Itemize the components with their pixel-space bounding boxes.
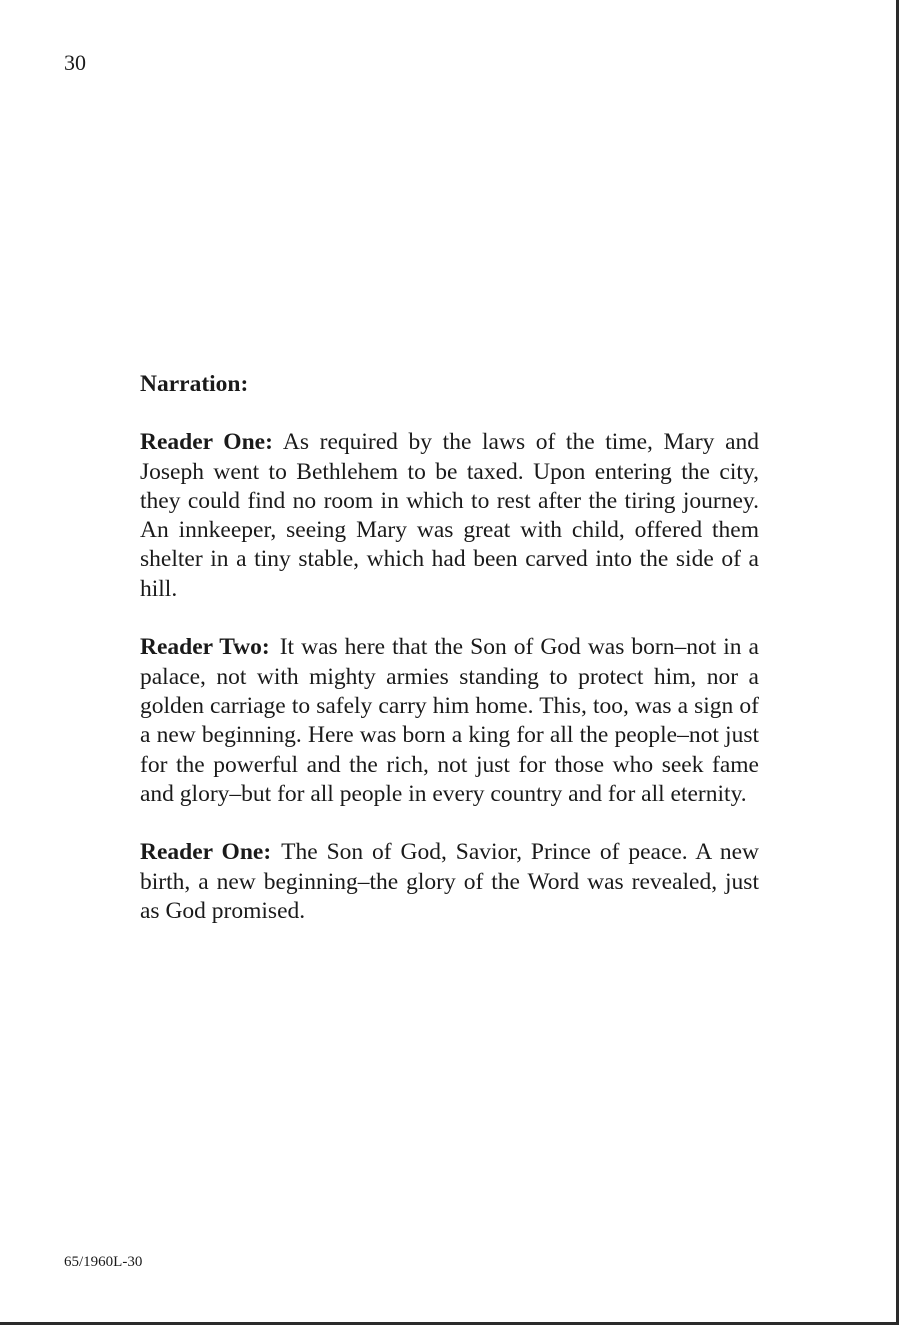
footer-code: 65/1960L-30: [64, 1254, 143, 1270]
reader-paragraph: [140, 428, 759, 604]
page-number: 30: [64, 50, 86, 75]
paragraph-text: As required by the laws of the time, Mary and Joseph went to Bethlehem to be taxed. Upon entering the city, they could find no room in which to rest after the tiring journey. An innkeeper, seeing Mary was great with child, offered them shelter in a tiny stable, which had been carved into the side of a hill.: [140, 429, 759, 602]
speaker-label: Reader One:: [140, 429, 273, 456]
narration-section: [140, 370, 759, 956]
paragraph-text: The Son of God, Savior, Prince of peace. A new birth, a new beginning–the glory of the Word was revealed, just as God promised.: [140, 839, 759, 925]
reader-paragraph: [140, 633, 759, 809]
speaker-label: Reader Two:: [140, 634, 270, 661]
paragraph-text: It was here that the Son of God was born–not in a palace, not with mighty armies standing to protect him, nor a golden carriage to safely carry him home. This, too, was a sign of a new beginning. Here was born a king for all the people–not just for the powerful and the rich, not just for those who seek fame and glory–but for all people in every country and for all eternity.: [140, 634, 759, 807]
narration-heading: Narration:: [140, 371, 249, 397]
speaker-label: Reader One:: [140, 839, 272, 866]
reader-paragraph: [140, 838, 759, 926]
